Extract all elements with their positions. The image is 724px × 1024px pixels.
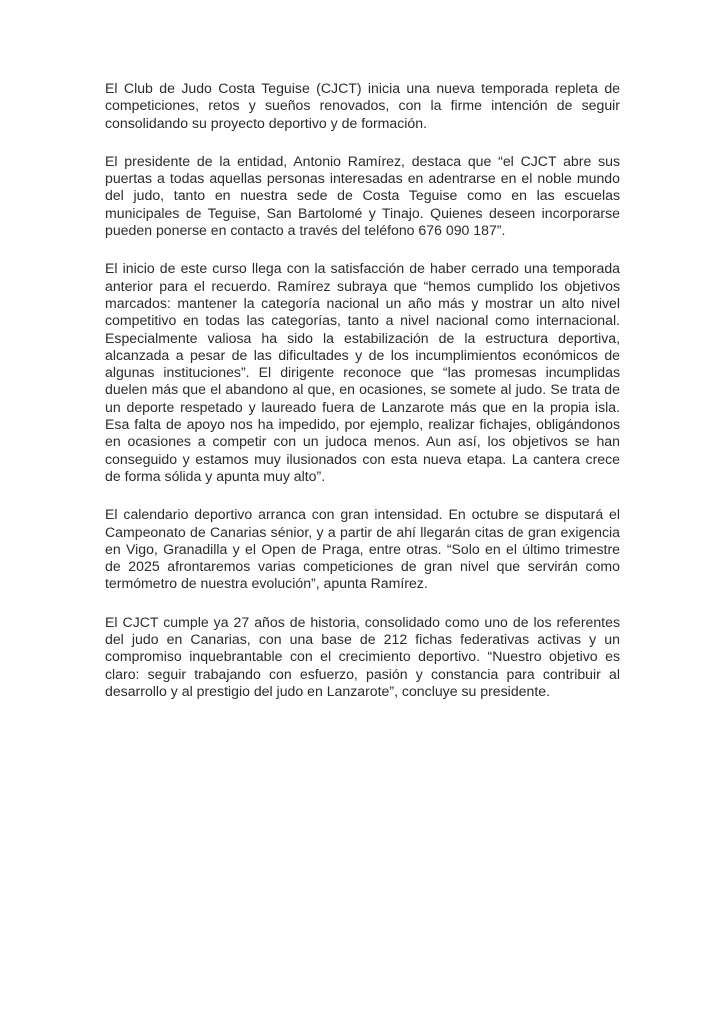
paragraph-intro: El Club de Judo Costa Teguise (CJCT) inicia una nueva temporada repleta de competiciones, retos y sueños renovados, con la firme intención de seguir consolidando su proyecto deportivo y de formación.: [105, 80, 620, 131]
paragraph-calendar: El calendario deportivo arranca con gran intensidad. En octubre se disputará el Campeonato de Canarias sénior, y a partir de ahí llegarán citas de gran exigencia en Vigo, Granadilla y el Open de Praga, entre otras. “Solo en el último trimestre de 2025 afrontaremos varias competiciones de gran nivel que servirán como termómetro de nuestra evolución”, apunta Ramírez.: [105, 506, 620, 592]
paragraph-history: El CJCT cumple ya 27 años de historia, consolidado como uno de los referentes del judo en Canarias, con una base de 212 fichas federativas activas y un compromiso inquebrantable con el crecimiento deportivo. “Nuestro objetivo es claro: seguir trabajando con esfuerzo, pasión y constancia para contribuir al desarrollo y al prestigio del judo en Lanzarote”, concluye su presidente.: [105, 613, 620, 699]
paragraph-previous-season: El inicio de este curso llega con la satisfacción de haber cerrado una temporada anterior para el recuerdo. Ramírez subraya que “hemos cumplido los objetivos marcados: mantener la categoría nacional un año más y mostrar un alto nivel competitivo en todas las categorías, tanto a nivel nacional como internacional. Especialmente valiosa ha sido la estabilización de la estructura deportiva, alcanzada a pesar de las dificultades y de los incumplimientos económicos de algunas instituciones”. El dirigente reconoce que “las promesas incumplidas duelen más que el abandono al que, en ocasiones, se somete al judo. Se trata de un deporte respetado y laureado fuera de Lanzarote más que en la propia isla. Esa falta de apoyo nos ha impedido, por ejemplo, realizar fichajes, obligándonos en ocasiones a competir con un judoca menos. Aun así, los objetivos se han conseguido y estamos muy ilusionados con esta nueva etapa. La cantera crece de forma sólida y apunta muy alto”.: [105, 260, 620, 484]
document-body: [105, 80, 620, 721]
paragraph-president-statement: El presidente de la entidad, Antonio Ramírez, destaca que “el CJCT abre sus puertas a todas aquellas personas interesadas en adentrarse en el noble mundo del judo, tanto en nuestra sede de Costa Teguise como en las escuelas municipales de Teguise, San Bartolomé y Tinajo. Quienes deseen incorporarse pueden ponerse en contacto a través del teléfono 676 090 187”.: [105, 152, 620, 239]
